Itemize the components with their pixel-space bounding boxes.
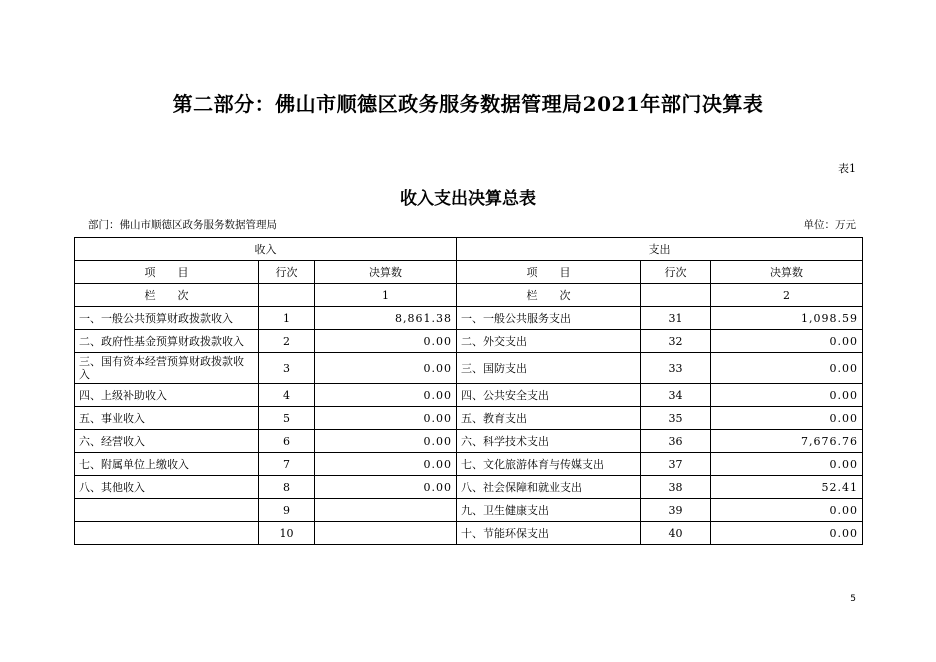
expense-header: 支出 <box>457 238 863 261</box>
expense-amount: 0.00 <box>711 499 863 522</box>
income-row-no: 5 <box>259 407 315 430</box>
expense-amount: 0.00 <box>711 407 863 430</box>
income-column-index: 1 <box>315 284 457 307</box>
expense-item: 五、教育支出 <box>457 407 641 430</box>
expense-row-no: 39 <box>641 499 711 522</box>
income-item: 一、一般公共预算财政拨款收入 <box>75 307 259 330</box>
income-item <box>75 522 259 545</box>
income-row-no: 4 <box>259 384 315 407</box>
income-amount: 0.00 <box>315 453 457 476</box>
table-row <box>75 453 863 476</box>
expense-row-no: 32 <box>641 330 711 353</box>
expense-row-no: 33 <box>641 353 711 384</box>
table-row <box>75 407 863 430</box>
income-amount: 0.00 <box>315 476 457 499</box>
table-row <box>75 307 863 330</box>
income-column-blank <box>259 284 315 307</box>
income-item: 五、事业收入 <box>75 407 259 430</box>
expense-amount: 52.41 <box>711 476 863 499</box>
income-row-no: 2 <box>259 330 315 353</box>
expense-row-no: 31 <box>641 307 711 330</box>
table-row <box>75 499 863 522</box>
expense-amount: 0.00 <box>711 522 863 545</box>
expense-row-no: 37 <box>641 453 711 476</box>
expense-amount: 0.00 <box>711 353 863 384</box>
expense-row-no: 36 <box>641 430 711 453</box>
expense-row-no: 34 <box>641 384 711 407</box>
income-expense-table <box>74 237 863 545</box>
column-header-row <box>75 261 863 284</box>
income-column-label: 栏 次 <box>75 284 259 307</box>
expense-item: 三、国防支出 <box>457 353 641 384</box>
income-row-no: 8 <box>259 476 315 499</box>
table-row <box>75 522 863 545</box>
unit-label: 单位：万元 <box>803 219 856 231</box>
income-amount-header: 决算数 <box>315 261 457 284</box>
expense-row-no: 40 <box>641 522 711 545</box>
income-amount: 0.00 <box>315 430 457 453</box>
department-label: 部门：佛山市顺德区政务服务数据管理局 <box>88 219 277 231</box>
income-item: 七、附属单位上缴收入 <box>75 453 259 476</box>
expense-row-no: 38 <box>641 476 711 499</box>
income-row-no: 7 <box>259 453 315 476</box>
income-amount: 8,861.38 <box>315 307 457 330</box>
expense-row-no-header: 行次 <box>641 261 711 284</box>
expense-item: 八、社会保障和就业支出 <box>457 476 641 499</box>
table-row <box>75 330 863 353</box>
expense-column-blank <box>641 284 711 307</box>
expense-amount: 7,676.76 <box>711 430 863 453</box>
expense-item: 七、文化旅游体育与传媒支出 <box>457 453 641 476</box>
income-item: 四、上级补助收入 <box>75 384 259 407</box>
expense-column-index: 2 <box>711 284 863 307</box>
income-amount: 0.00 <box>315 407 457 430</box>
expense-row-no: 35 <box>641 407 711 430</box>
table-title: 收入支出决算总表 <box>400 189 536 209</box>
table-row <box>75 384 863 407</box>
expense-item: 十、节能环保支出 <box>457 522 641 545</box>
page-title: 第二部分：佛山市顺德区政务服务数据管理局2021年部门决算表 <box>172 92 764 116</box>
income-item-header: 项 目 <box>75 261 259 284</box>
income-row-no: 1 <box>259 307 315 330</box>
income-amount <box>315 522 457 545</box>
income-row-no: 9 <box>259 499 315 522</box>
table-row <box>75 476 863 499</box>
income-header: 收入 <box>75 238 457 261</box>
income-amount: 0.00 <box>315 330 457 353</box>
column-index-row <box>75 284 863 307</box>
income-item: 三、国有资本经营预算财政拨款收入 <box>75 353 259 384</box>
income-row-no: 6 <box>259 430 315 453</box>
page-number: 5 <box>850 594 856 604</box>
income-amount: 0.00 <box>315 353 457 384</box>
income-item: 六、经营收入 <box>75 430 259 453</box>
expense-amount-header: 决算数 <box>711 261 863 284</box>
expense-amount: 0.00 <box>711 453 863 476</box>
expense-item: 四、公共安全支出 <box>457 384 641 407</box>
income-item: 二、政府性基金预算财政拨款收入 <box>75 330 259 353</box>
income-row-no: 10 <box>259 522 315 545</box>
expense-item: 一、一般公共服务支出 <box>457 307 641 330</box>
expense-item: 二、外交支出 <box>457 330 641 353</box>
income-item <box>75 499 259 522</box>
expense-amount: 0.00 <box>711 330 863 353</box>
expense-item: 九、卫生健康支出 <box>457 499 641 522</box>
expense-amount: 0.00 <box>711 384 863 407</box>
expense-item-header: 项 目 <box>457 261 641 284</box>
income-item: 八、其他收入 <box>75 476 259 499</box>
income-amount <box>315 499 457 522</box>
income-amount: 0.00 <box>315 384 457 407</box>
table-row <box>75 430 863 453</box>
expense-item: 六、科学技术支出 <box>457 430 641 453</box>
expense-amount: 1,098.59 <box>711 307 863 330</box>
expense-column-label: 栏 次 <box>457 284 641 307</box>
table-number: 表1 <box>838 162 856 175</box>
table-row <box>75 353 863 384</box>
income-row-no: 3 <box>259 353 315 384</box>
income-row-no-header: 行次 <box>259 261 315 284</box>
section-header-row <box>75 238 863 261</box>
